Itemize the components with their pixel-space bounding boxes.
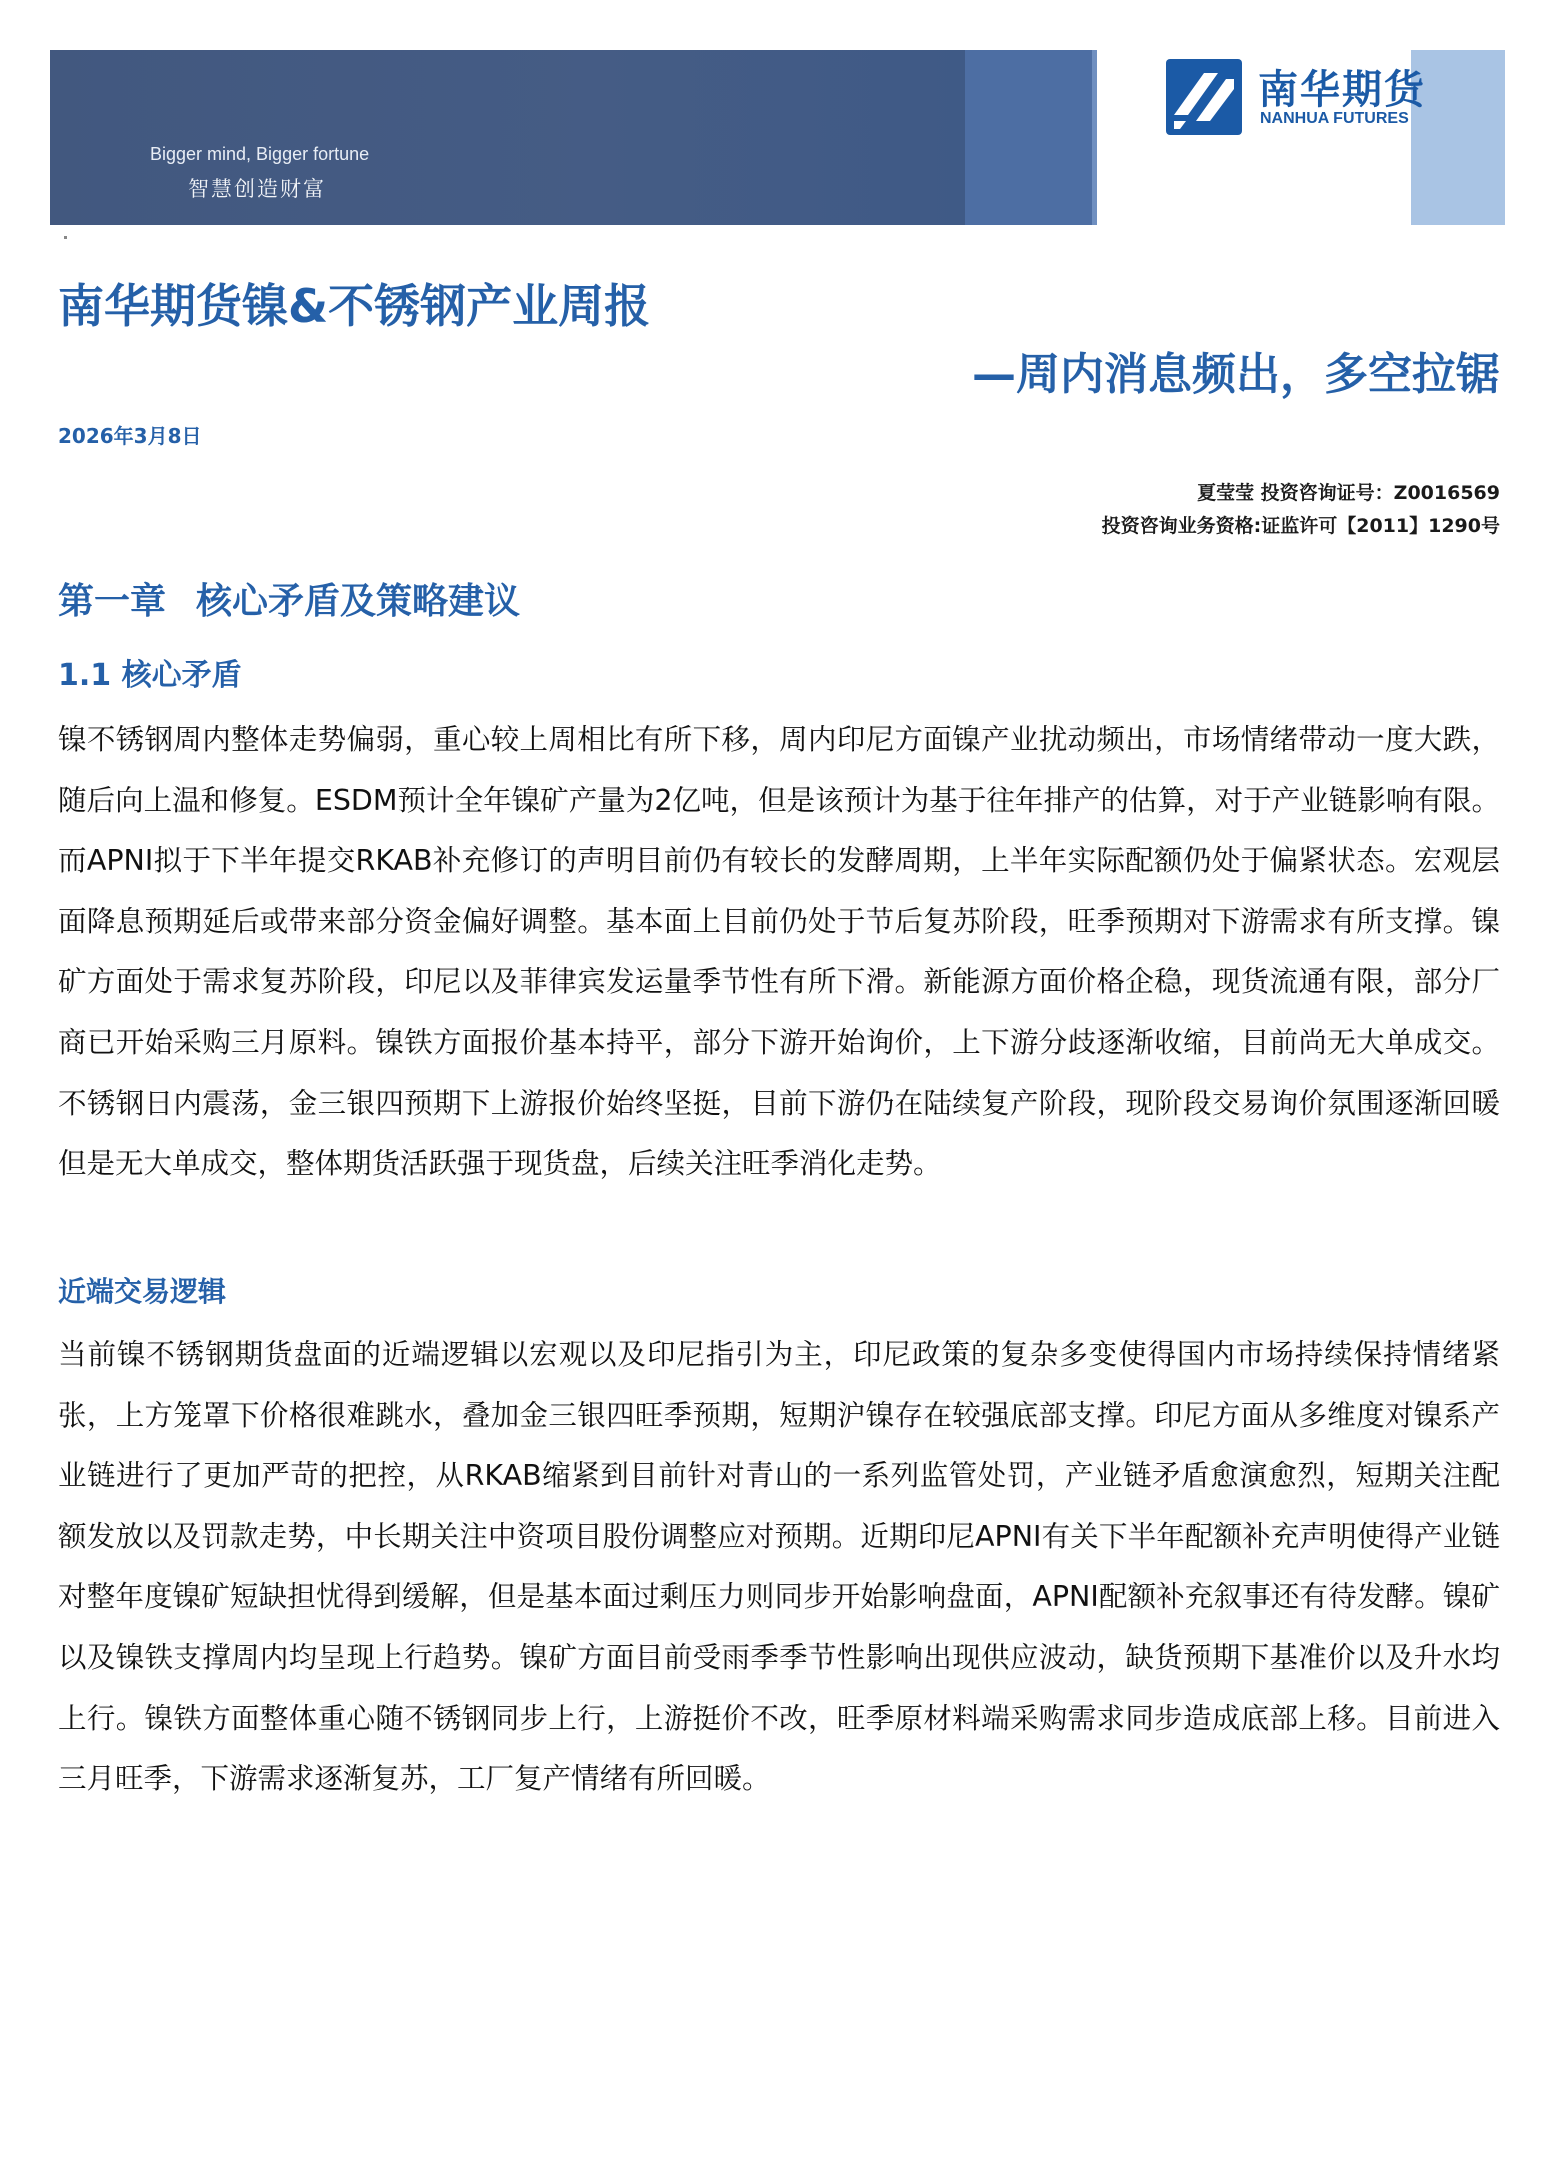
near-term-logic-paragraph: 当前镍不锈钢期货盘面的近端逻辑以宏观以及印尼指引为主，印尼政策的复杂多变使得国内市场持续保持情绪紧张，上方笼罩下价格很难跳水，叠加金三银四旺季预期，短期沪镍存在较强底部支撑。印尼方面从多维度对镍系产业链进行了更加严苛的把控，从RKAB缩紧到目前针对青山的一系列监管处罚，产业链矛盾愈演愈烈，短期关注配额发放以及罚款走势，中长期关注中资项目股份调整应对预期。近期印尼APNI有关下半年配额补充声明使得产业链对整年度镍矿短缺担忧得到缓解，但是基本面过剩压力则同步开始影响盘面，APNI配额补充叙事还有待发酵。镍矿以及镍铁支撑周内均呈现上行趋势。镍矿方面目前受雨季季节性影响出现供应波动，缺货预期下基准价以及升水均上行。镍铁方面整体重心随不锈钢同步上行，上游挺价不改，旺季原材料端采购需求同步造成底部上移。目前进入三月旺季，下游需求逐渐复苏，工厂复产情绪有所回暖。: [58, 1338, 1500, 1796]
banner-segment-mid: [965, 50, 1092, 225]
license-credential: 投资咨询业务资格:证监许可【2011】1290号: [1101, 515, 1500, 537]
near-term-logic-heading: 近端交易逻辑: [58, 1275, 227, 1308]
report-date: 2026年3月8日: [58, 424, 202, 448]
slogan-english: Bigger mind, Bigger fortune: [150, 144, 370, 164]
report-title: 南华期货镍&不锈钢产业周报: [58, 279, 651, 333]
logo-text-english: NANHUA FUTURES: [1260, 110, 1409, 127]
company-logo: [1166, 56, 1446, 136]
report-subtitle: —周内消息频出，多空拉锯: [972, 349, 1500, 400]
slogan-chinese: 智慧创造财富: [188, 177, 326, 201]
nanhua-logo-icon: [1166, 59, 1242, 135]
section-heading: 1.1 核心矛盾: [58, 658, 242, 693]
logo-text-chinese: 南华期货: [1258, 67, 1426, 113]
chapter-number: 第一章: [58, 581, 167, 622]
core-contradiction-paragraph: 镍不锈钢周内整体走势偏弱，重心较上周相比有所下移，周内印尼方面镍产业扰动频出，市场情绪带动一度大跌，随后向上温和修复。ESDM预计全年镍矿产量为2亿吨，但是该预计为基于往年排产的估算，对于产业链影响有限。而APNI拟于下半年提交RKAB补充修订的声明目前仍有较长的发酵周期，上半年实际配额仍处于偏紧状态。宏观层面降息预期延后或带来部分资金偏好调整。基本面上目前仍处于节后复苏阶段，旺季预期对下游需求有所支撑。镍矿方面处于需求复苏阶段，印尼以及菲律宾发运量季节性有所下滑。新能源方面价格企稳，现货流通有限，部分厂商已开始采购三月原料。镍铁方面报价基本持平，部分下游开始询价，上下游分歧逐渐收缩，目前尚无大单成交。不锈钢日内震荡，金三银四预期下上游报价始终坚挺，目前下游仍在陆续复产阶段，现阶段交易询价氛围逐渐回暖但是无大单成交，整体期货活跃强于现货盘，后续关注旺季消化走势。: [58, 723, 1500, 1181]
author-credential: 夏莹莹 投资咨询证号：Z0016569: [1197, 482, 1500, 504]
chapter-title: 核心矛盾及策略建议: [196, 581, 521, 622]
page-marker-dot: [64, 236, 67, 239]
chapter-heading: [58, 573, 520, 624]
